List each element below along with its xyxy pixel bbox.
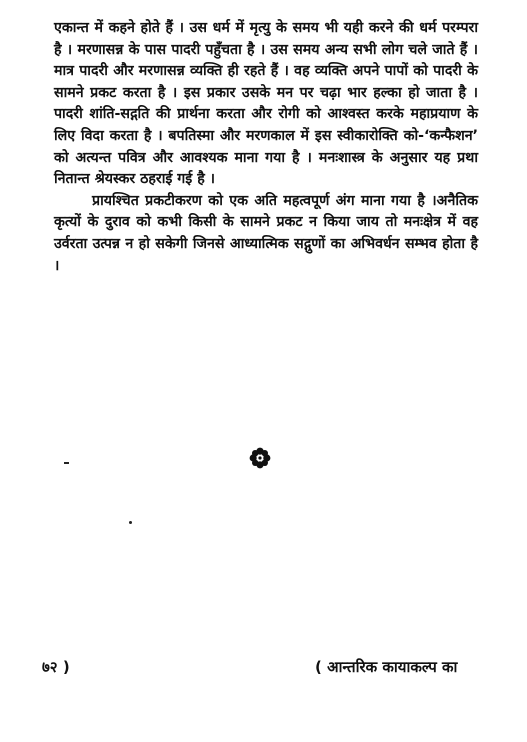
- paragraph-1: एकान्त में कहने होते हैं । उस धर्म में मृत्यु के समय भी यही करने की धर्म परम्परा है । मरणासन्न के पास पादरी पहुँचता है । उस समय अन्य सभी लोग चले जाते हैं । मात्र पादरी और मरणासन्न व्यक्ति ही रहते हैं । वह व्यक्ति अपने पापों को पादरी के सामने प्रकट करता है । इस प्रकार उसके मन पर चढ़ा भार हल्का हो जाता है । पादरी शांति-सद्गति की प्रार्थना करता और रोगी को आश्वस्त करके महाप्रयाण के लिए विदा करता है । बपतिस्मा और मरणकाल में इस स्वीकारोक्ति को-‘कन्फैशन’ को अत्यन्त पवित्र और आवश्यक माना गया है । मनःशास्त्र के अनुसार यह प्रथा नितान्त श्रेयस्कर ठहराई गई है ।: [54, 20, 478, 188]
- paragraph-2: प्रायश्चित प्रकटीकरण को एक अति महत्वपूर्ण अंग माना गया है ।अनैतिक कृत्यों के दुराव को कभी किसी के सामने प्रकट न किया जाय तो मनःक्षेत्र में वह उर्वरता उत्पन्न न हो सकेगी जिनसे आध्यात्मिक सद्गुणों का अभिवर्धन सम्भव होता है ।: [54, 192, 478, 274]
- scan-speck: [129, 521, 132, 524]
- running-title: ( आन्तरिक कायाकल्प का: [315, 658, 458, 676]
- scan-speck: [64, 462, 69, 464]
- flower-ornament-icon: [249, 447, 271, 469]
- body-text: [54, 18, 478, 277]
- page-number: ७२ ): [42, 658, 70, 676]
